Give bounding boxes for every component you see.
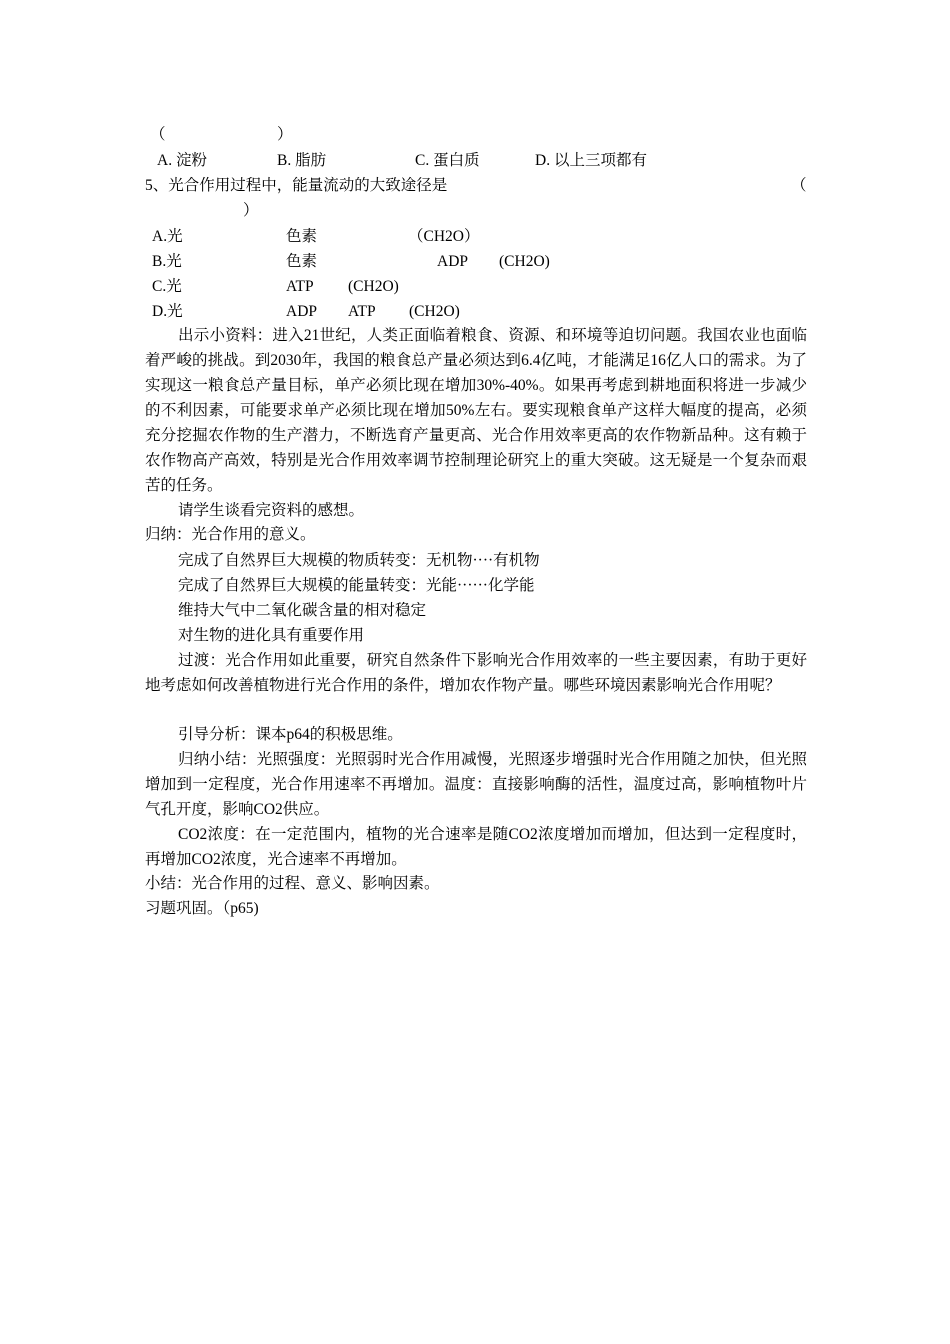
significance-item: 维持大气中二氧化碳含量的相对稳定	[178, 602, 427, 619]
q5-option-d-part: (CH2O)	[409, 303, 460, 320]
significance-item: 完成了自然界巨大规模的能量转变：光能······化学能	[178, 577, 535, 594]
q5-option-a-label: A.光	[152, 228, 183, 245]
q5-option-c-part: (CH2O)	[348, 278, 399, 295]
q4-option-c: C. 蛋白质	[415, 152, 480, 169]
q5-paren-open: （	[791, 177, 807, 194]
material-paragraph: 出示小资料：进入21世纪，人类正面临着粮食、资源、和环境等迫切问题。我国农业也面临着严峻的挑战。到2030年，我国的粮食总产量必须达到6.4亿吨，才能满足16亿人口的需求。为了实现这一粮食总产量目标，单产必须比现在增加30%-40%。如果再考虑到耕地面积将进一步减少的不利因素，可能要求单产必须比现在增加50%左右。要实现粮食单产这样大幅度的提高，必须充分挖掘农作物的生产潜力，不断选育产量更高、光合作用效率更高的农作物新品种。这有赖于农作物高产高效，特别是光合作用效率调节控制理论研究上的重大突破。这无疑是一个复杂而艰苦的任务。	[145, 327, 807, 494]
q5-option-b-part: ADP	[437, 253, 469, 270]
discussion-line: 请学生谈看完资料的感想。	[178, 502, 365, 519]
brief-summary: 小结：光合作用的过程、意义、影响因素。	[145, 875, 440, 892]
conclusion-paragraph: 归纳小结：光照强度：光照弱时光合作用减慢，光照逐步增强时光合作用随之加快，但光照增加到一定程度，光合作用速率不再增加。温度：直接影响酶的活性，温度过高，影响植物叶片气孔开度，影响CO2供应。	[145, 751, 807, 818]
q5-stem: 5、光合作用过程中，能量流动的大致途径是	[145, 177, 448, 194]
q4-option-a: A. 淀粉	[157, 152, 207, 169]
q4-option-d: D. 以上三项都有	[535, 152, 647, 169]
q5-option-a-part: 色素	[286, 228, 318, 245]
q5-option-c-part: ATP	[286, 278, 314, 295]
q5-option-d-part: ATP	[348, 303, 376, 320]
transition-paragraph: 过渡：光合作用如此重要，研究自然条件下影响光合作用效率的一些主要因素，有助于更好地考虑如何改善植物进行光合作用的条件，增加农作物产量。哪些环境因素影响光合作用呢？	[145, 652, 807, 694]
significance-item: 对生物的进化具有重要作用	[178, 627, 365, 644]
guide-line: 引导分析：课本p64的积极思维。	[178, 726, 403, 743]
q5-option-b-label: B.光	[152, 253, 182, 270]
q4-option-b: B. 脂肪	[277, 152, 327, 169]
q5-option-b-part: 色素	[286, 253, 318, 270]
q5-option-d-part: ADP	[286, 303, 318, 320]
q5-option-a-part: （CH2O）	[408, 228, 480, 245]
q5-option-b-part: (CH2O)	[499, 253, 550, 270]
exercise-line: 习题巩固。（p65)	[145, 900, 259, 917]
co2-paragraph: CO2浓度：在一定范围内，植物的光合速率是随CO2浓度增加而增加，但达到一定程度时，再增加CO2浓度，光合速率不再增加。	[145, 826, 807, 868]
q5-option-d-label: D.光	[152, 303, 183, 320]
q4-paren-close: ）	[277, 126, 293, 143]
q5-option-c-label: C.光	[152, 278, 182, 295]
q5-paren-close: ）	[243, 202, 259, 219]
q4-paren-open: （	[150, 126, 166, 143]
summary-heading: 归纳：光合作用的意义。	[145, 526, 316, 543]
significance-item: 完成了自然界巨大规模的物质转变：无机物····有机物	[178, 552, 540, 569]
